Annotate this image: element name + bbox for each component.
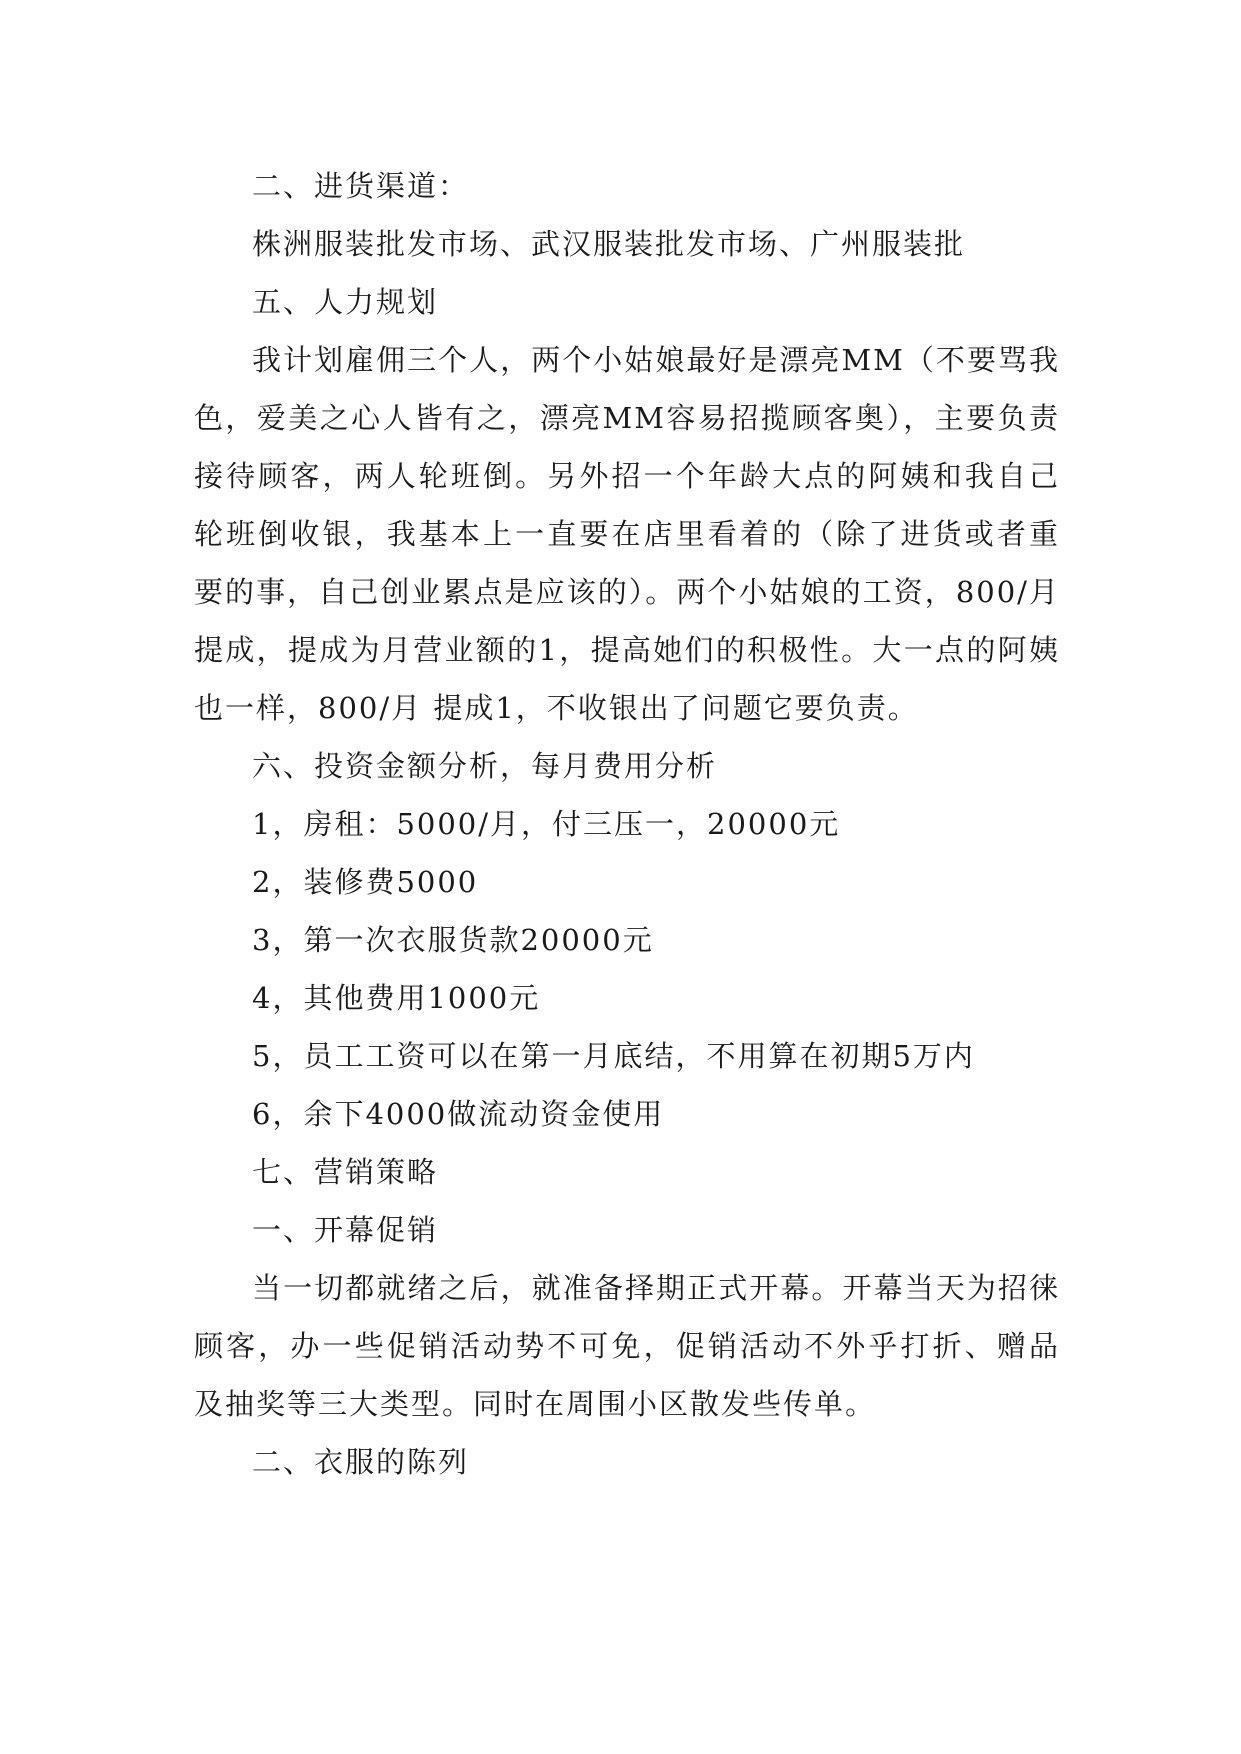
heading-marketing-strategy: 七、营销策略 [252,1155,439,1189]
list-item-salaries: 5，员工工资可以在第一月底结，不用算在初期5万内 [252,1039,975,1073]
list-item-first-stock: 3，第一次衣服货款20000元 [252,923,654,957]
heading-staffing-plan: 五、人力规划 [252,285,439,319]
paragraph-purchase-channels: 株洲服装批发市场、武汉服装批发市场、广州服装批 [252,227,966,261]
subheading-clothing-display: 二、衣服的陈列 [252,1445,470,1479]
list-item-rent: 1，房租：5000/月，付三压一，20000元 [252,807,841,841]
list-item-other-costs: 4，其他费用1000元 [252,981,541,1015]
subheading-opening-promotion: 一、开幕促销 [252,1213,439,1247]
paragraph-opening-promotion: 当一切都就绪之后，就准备择期正式开幕。开幕当天为招徕顾客，办一些促销活动势不可免，促销活动不外乎打折、赠品及抽奖等三大类型。同时在周围小区散发些传单。 [194,1271,1060,1421]
list-item-working-capital: 6，余下4000做流动资金使用 [252,1097,665,1131]
heading-investment-analysis: 六、投资金额分析，每月费用分析 [252,749,718,783]
document-body [194,157,1060,1491]
paragraph-staffing-plan: 我计划雇佣三个人，两个小姑娘最好是漂亮MM（不要骂我色，爱美之心人皆有之，漂亮MM容易招揽顾客奥），主要负责接待顾客，两人轮班倒。另外招一个年龄大点的阿姨和我自己轮班倒收银，我基本上一直要在店里看着的（除了进货或者重要的事，自己创业累点是应该的）。两个小姑娘的工资，800/月 提成，提成为月营业额的1，提高她们的积极性。大一点的阿姨也一样，800/月 提成1，不收银出了问题它要负责。 [194,343,1060,725]
list-item-decoration: 2，装修费5000 [252,865,479,899]
heading-purchase-channels: 二、进货渠道： [252,169,470,203]
